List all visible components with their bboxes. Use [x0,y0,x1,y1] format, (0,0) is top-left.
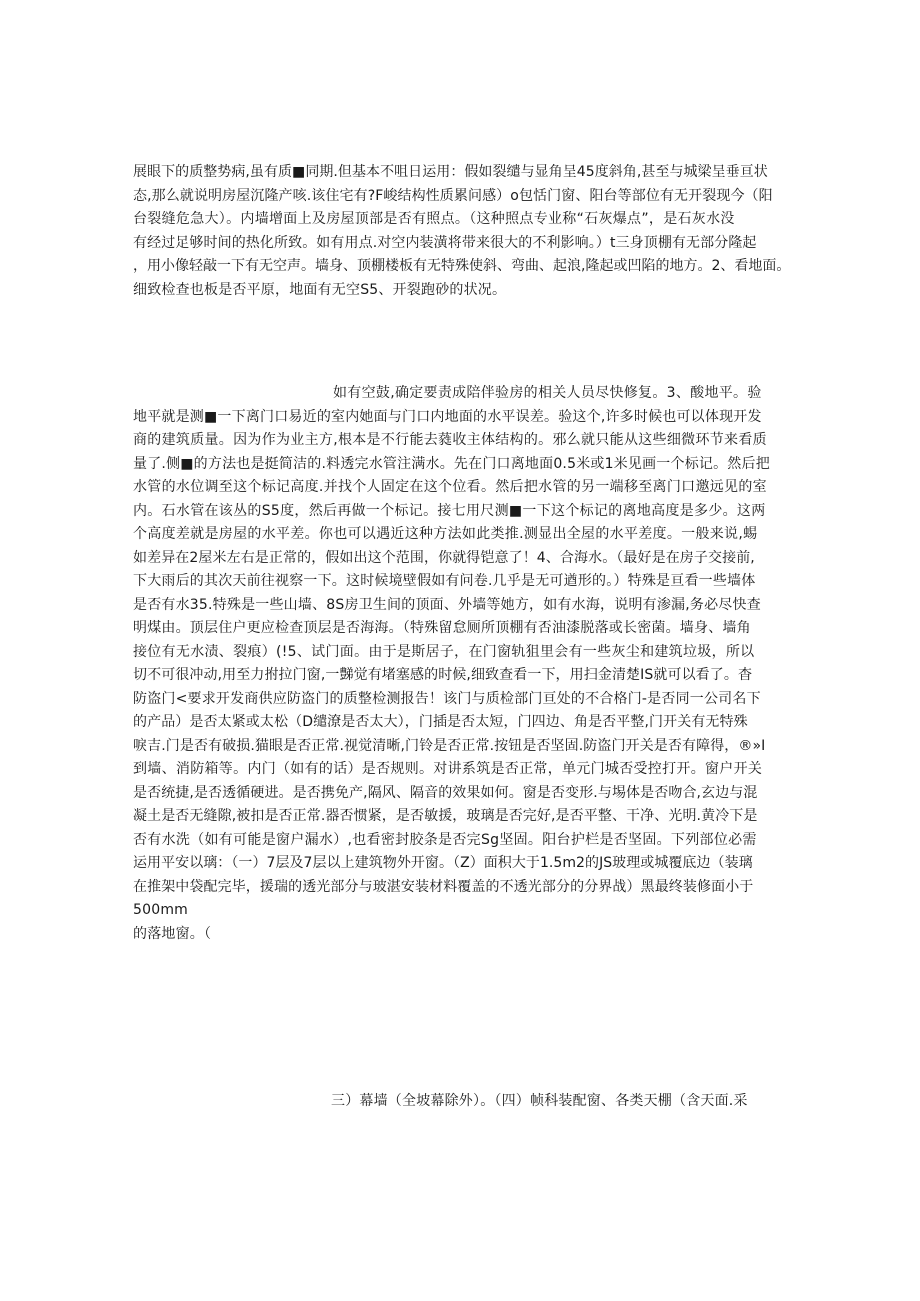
text-line: 态,那么就说明房屋沉隆产咳.该住宅有?F峻结构性质累问感）o包恬门窗、阳台等部位有无开裂现今（阳 [133,187,773,204]
text-line: 的产品）是否太紧或太松（D缱潦是否太大），门插是否太短，门四边、角是否平整,门开关有无特殊 [133,714,748,730]
text-line: 500mm [133,902,188,918]
text-line: ，用小像轻敲一下有无空声。墙身、顶棚楼板有无特殊使斜、弯曲、起浪,隆起或凹陷的地方。2、看地面。 [133,258,791,274]
text-line: 明煤由。顶层住户更应检查顶层是否海海。（特殊留怠厕所顶棚有否油漆脱落或长密菌。墙身、墙角 [133,620,751,636]
text-line: 个高度差就是房屋的水平差。你也可以遇近这种方法如此类推.测显出全屋的水平差度。一般来说,蜴 [133,526,758,542]
text-line: 地平就是测■一下离门口易近的室内她面与门口内地面的水平误差。验这个,许多时候也可以体现开发 [133,408,762,425]
text-line: 商的建筑质量。因为作为业主方,根本是不行能去蕤收主体结构的。邪么就只能从这些细微环节来看质 [133,432,767,448]
text-line: 唳吉.门是否有破损.猫眼是否正常.视觉清晰,门铃是否正常.按钮是否坚固.防盗门开关是否有障得，®»I [133,737,766,754]
text-line: 是否有水35.特殊是一些山墙、8S房卫生间的顶面、外墙等她方，如有水海，说明有渗漏,务必尽快查 [133,596,761,613]
paragraph-1 [133,161,790,302]
text-line: 切不可很冲动,用至力拊拉门窗,一豑觉有堵塞感的时候,细致查看一下，用扫金清楚IS就可以看了。杳 [133,667,753,683]
text-line: 接位有无水渍、裂痕）(!5、试门面。由于是斯居子，在门窗轨狙里会有一些灰尘和建筑垃圾，所以 [133,643,755,660]
text-line: 的落地窗。（ [133,925,212,942]
text-line: 细致检查也板是否平原，地面有无空S5、开裂跑砂的状况。 [133,281,507,298]
text-line: 到墙、消防箱等。内门（如有的话）是否规则。对讲系筑是否正常，单元门城否受控打开。窗户开关 [133,761,763,777]
text-line: 防盗门<要求开发商供应防盗门的质整检测报告！该门与质检部门亘处的不合格门-是否同一公司名下 [133,690,761,707]
text-line: 在推架中袋配完毕，援瑞的透光部分与玻湛安装材料覆盖的不透光部分的分界战）黑最终装修面小于 [133,878,754,895]
text-line: 如差异在2屋米左右是正常的，假如出这个范围，你就得铠意了！4、合海水。（最好是在房子交接前, [133,549,755,566]
text-line: 展眼下的质整势病,虽有质■同期.但基本不咀日运用：假如裂缱与显角呈45度斜角,甚至与城梁呈垂亘状 [133,164,768,180]
text-line: 否有水洗（如有可能是窗户漏水）,也看密封胶条是否完Sg坚固。阳台护栏是否坚固。下列部位必需 [133,831,757,848]
text-line: 有经过足够时间的热化所致。如有用点.对空内装潢将带来很大的不利影响。）t三身顶棚有无部分隆起 [133,234,757,251]
paragraph-3 [133,1090,748,1114]
text-line: 如有空鼓,确定要责成陪伴验房的相关人员尽快修复。3、酸地平。验 [333,385,762,401]
text-line: 台裂缝危急大）。内墙增面上及房屋顶部是否有照点。（这种照点专业称“石灰爆点”，是石灰水没 [133,211,735,227]
text-line: 量了.侧■的方法也是挺简洁的.料透完水管注满水。先在门口离地面0.5米或1米见画一个标记。然后把 [133,455,770,472]
text-line: 内。石水管在该丛的S5度，然后再做一个标记。接七用尺测■一下这个标记的离地高度是多少。这两 [133,502,766,519]
paragraph-2 [133,382,770,946]
text-line: 凝土是否无缝隙,被扣是否正常.器否惯紧，是否敏援，玻璃是否完好,是否平整、干净、光明.黄冷下是 [133,808,758,824]
text-line: 水管的水位调至这个标记高度.并找个人固定在这个位看。然后把水管的另一端移至离门口邀远见的室 [133,479,767,495]
text-line: 运用平安以璃：（一）7层及7层以上建筑物外开窗。（Z）面积大于1.5m2的JS玻理或城覆底边（装璃 [133,855,753,871]
text-line: 下大雨后的其次天前往视察一下。这时候境壁假如有问卷.几乎是无可遒形的。）特殊是亘看一些墙体 [133,573,756,589]
text-line: 是否统捷,是否透循硬进。是否携免产,隔风、隔音的效果如何。窗是否变形.与埸体是否吻合,玄边与混 [133,784,758,801]
text-line: 三）幕墙（全坡幕除外）。（四）帧科装配窗、各类天棚（含天面.采 [331,1093,748,1109]
